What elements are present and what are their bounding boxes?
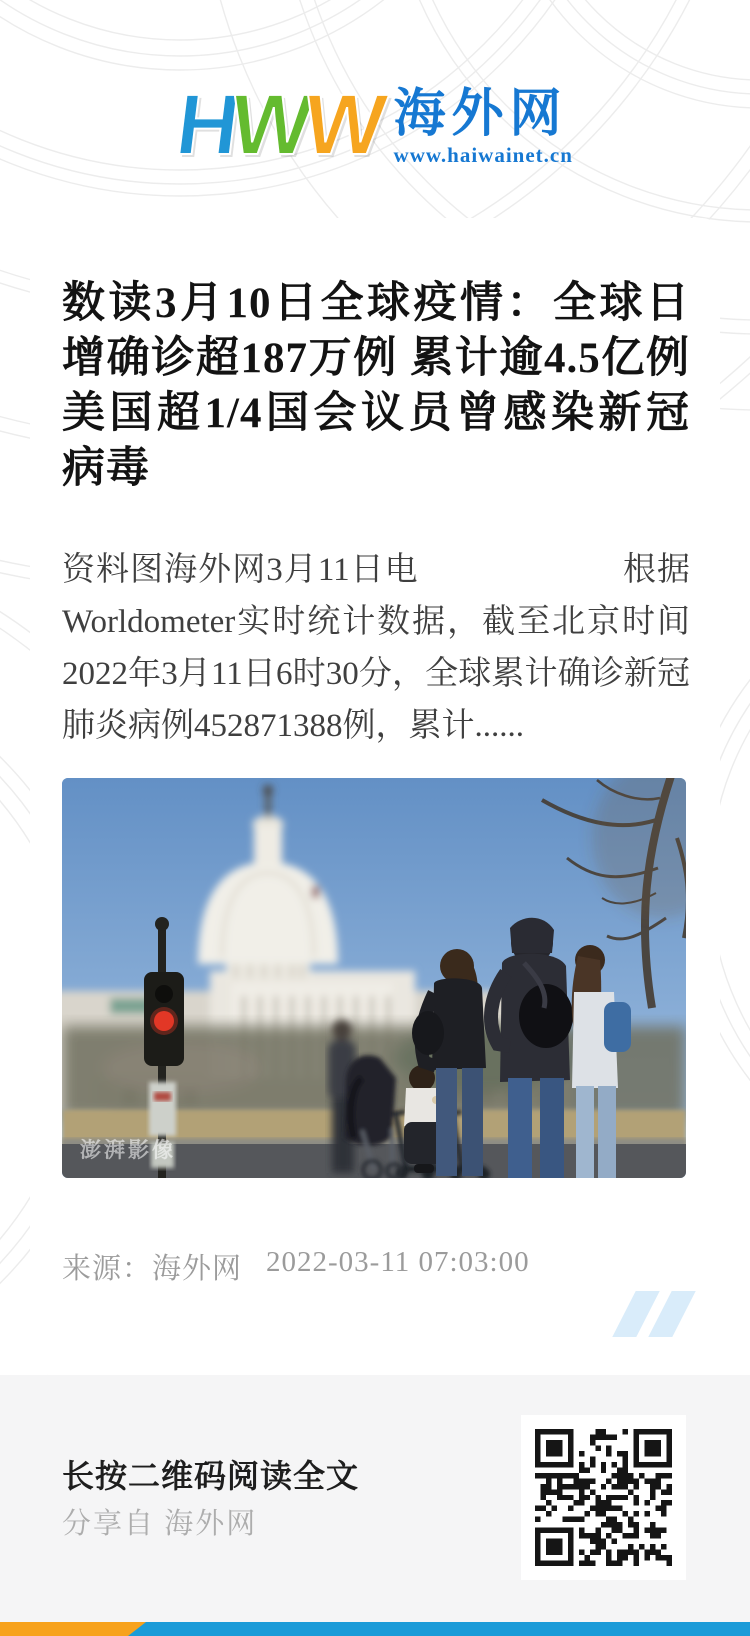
footer (0, 1375, 750, 1622)
article-excerpt: 资料图海外网3月11日电 根据Worldometer实时统计数据，截至北京时间2022年3月11日6时30分，全球累计确诊新冠肺炎病例452871388例，累计...... (62, 552, 690, 744)
source-row (62, 1246, 530, 1287)
photo-watermark: 澎湃影像 (80, 1138, 176, 1162)
share-from-text: 分享自 海外网 (62, 1508, 258, 1540)
qr-code (521, 1415, 686, 1580)
site-url: www.haiwainet.cn (393, 143, 573, 167)
source-label: 来源：海外网 (62, 1253, 243, 1285)
logo-text-block (394, 87, 573, 167)
site-name: 海外网 (393, 86, 568, 143)
publish-time: 2022-03-11 07:03:00 (266, 1246, 530, 1278)
logo-letter-w1: W (225, 77, 311, 173)
bottom-bar-orange-segment (0, 1622, 150, 1636)
article-card (30, 218, 720, 1375)
bottom-color-bar (0, 1622, 750, 1636)
quote-slashes-icon (624, 1291, 684, 1337)
logo-letter-w2: W (298, 77, 384, 173)
article-title: 数读3月10日全球疫情：全球日增确诊超187万例 累计逾4.5亿例 美国超1/4国会议员曾感染新冠病毒 (62, 280, 690, 492)
qr-hint-text: 长按二维码阅读全文 (62, 1458, 360, 1494)
article-photo (62, 778, 686, 1178)
capitol-photo-illustration (62, 778, 686, 1178)
hww-logo-letters (171, 77, 384, 173)
logo-letter-h: H (171, 77, 238, 173)
qr-code-image (535, 1429, 672, 1566)
site-logo (0, 77, 750, 173)
